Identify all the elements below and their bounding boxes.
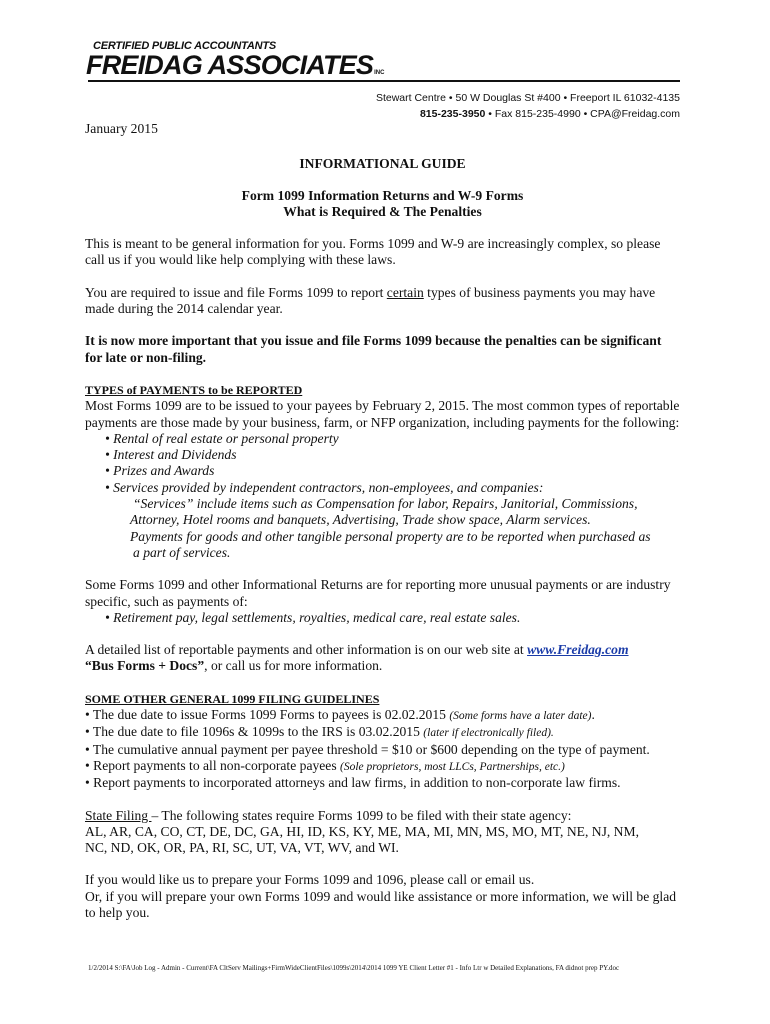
- unusual-payments-text: Some Forms 1099 and other Informational Returns are for reporting more unusual payments or are industry specific, such as payments of:: [85, 577, 671, 609]
- firm-contact-rest: • Fax 815-235-4990 • CPA@Freidag.com: [485, 108, 680, 120]
- guideline-item: [85, 742, 680, 758]
- guideline-text: • The cumulative annual payment per payee threshold = $10 or $600 depending on the type of payment.: [85, 741, 650, 757]
- state-filing-label: State Filing: [85, 807, 152, 823]
- guideline-end: .: [591, 707, 595, 723]
- firm-name: FREIDAG ASSOCIATES: [86, 50, 374, 80]
- requirement-emphasis: certain: [386, 284, 424, 300]
- services-line-1: “Services” include items such as Compensation for labor, Repairs, Janitorial, Commissions,: [133, 496, 638, 512]
- services-line-2: Attorney, Hotel rooms and banquets, Advertising, Trade show space, Alarm services.: [130, 512, 591, 528]
- letter-body: [85, 118, 680, 921]
- guidelines-section-title: SOME OTHER GENERAL 1099 FILING GUIDELINES: [85, 691, 380, 706]
- website-text: A detailed list of reportable payments and other information is on our web site at: [85, 642, 528, 658]
- letter-date: January 2015: [85, 121, 158, 136]
- guideline-item: [85, 707, 680, 724]
- guideline-text: • The due date to issue Forms 1099 Forms to payees is 02.02.2015: [85, 707, 450, 723]
- list-item: • Prizes and Awards: [105, 463, 215, 479]
- file-path-footer: 1/2/2014 S:\FA\Job Log - Admin - Current\FA CltServ Mailings+FirmWideClientFiles\1099s\2014\2014 1099 YE Client Letter #1 - Info Ltr w Detailed Explanations, FA didnot prep PY.doc: [88, 964, 620, 972]
- bus-forms-label: “Bus Forms + Docs”: [85, 658, 205, 674]
- guideline-item: [85, 775, 680, 791]
- guideline-text: • The due date to file 1096s & 1099s to the IRS is 03.02.2015: [85, 724, 424, 740]
- types-section-title: TYPES of PAYMENTS to be REPORTED: [85, 382, 303, 397]
- list-item: • Interest and Dividends: [105, 447, 237, 463]
- closing-line-2: Or, if you will prepare your own Forms 1099 and would like assistance or more information, we will be glad to help you.: [85, 888, 677, 920]
- firm-address: Stewart Centre • 50 W Douglas St #400 • Freeport IL 61032-4135: [375, 92, 680, 104]
- services-line-4: a part of services.: [133, 544, 231, 560]
- intro-paragraph: This is meant to be general information for you. Forms 1099 and W-9 are increasingly complex, so please call us if you would like help complying with these laws.: [85, 236, 661, 268]
- firm-logo: [86, 50, 384, 88]
- list-item: • Services provided by independent contractors, non-employees, and companies:: [105, 479, 544, 495]
- page-title: INFORMATIONAL GUIDE: [299, 156, 466, 172]
- types-intro: Most Forms 1099 are to be issued to your payees by February 2, 2015. The most common types of reportable payments are those made by your business, farm, or NFP organization, including payments for the following:: [85, 398, 680, 430]
- guideline-item: [85, 758, 680, 775]
- subtitle-line-1: Form 1099 Information Returns and W-9 Forms: [241, 187, 524, 203]
- state-list-line-2: NC, ND, OK, OR, PA, RI, SC, UT, VA, VT, WV, and WI.: [85, 840, 399, 856]
- list-item: • Rental of real estate or personal property: [105, 430, 339, 446]
- subtitle-line-2: What is Required & The Penalties: [283, 203, 482, 219]
- letterhead-tagline: CERTIFIED PUBLIC ACCOUNTANTS: [93, 40, 277, 52]
- state-filing-paragraph: [85, 808, 680, 824]
- state-filing-text: – The following states require Forms 1099 to be filed with their state agency:: [151, 807, 572, 823]
- website-paragraph: [85, 642, 680, 675]
- closing-line-1: If you would like us to prepare your Forms 1099 and 1096, please call or email us.: [85, 872, 535, 888]
- guideline-text: • Report payments to all non-corporate payees: [85, 757, 341, 773]
- types-list: [85, 431, 680, 496]
- website-link[interactable]: www.Freidag.com: [527, 642, 629, 658]
- guideline-item: [85, 724, 680, 741]
- guideline-text: • Report payments to incorporated attorneys and law firms, in addition to non-corporate law firms.: [85, 775, 621, 791]
- guideline-note: (Sole proprietors, most LLCs, Partnerships, etc.): [340, 760, 565, 773]
- firm-phone: 815-235-3950: [419, 108, 486, 120]
- requirement-text-2: types of business payments you may have made during the 2014 calendar year.: [85, 284, 656, 317]
- guideline-note: (later if electronically filed).: [423, 727, 554, 740]
- penalty-warning: It is now more important that you issue and file Forms 1099 because the penalties can be significant for late or non-filing.: [85, 333, 662, 365]
- website-text-end: , or call us for more information.: [204, 658, 383, 674]
- requirement-paragraph: [85, 285, 680, 318]
- guideline-note: (Some forms have a later date): [449, 710, 592, 723]
- firm-suffix: INC: [374, 70, 385, 76]
- state-list-line-1: AL, AR, CA, CO, CT, DE, DC, GA, HI, ID, KS, KY, ME, MA, MI, MN, MS, MO, MT, NE, NJ, NM,: [85, 823, 639, 839]
- unusual-payments-bullet: • Retirement pay, legal settlements, royalties, medical care, real estate sales.: [105, 609, 521, 625]
- letterhead-rule: [88, 80, 680, 82]
- services-line-3: Payments for goods and other tangible personal property are to be reported when purchased as: [130, 528, 651, 544]
- requirement-text-1: You are required to issue and file Forms 1099 to report: [85, 284, 387, 300]
